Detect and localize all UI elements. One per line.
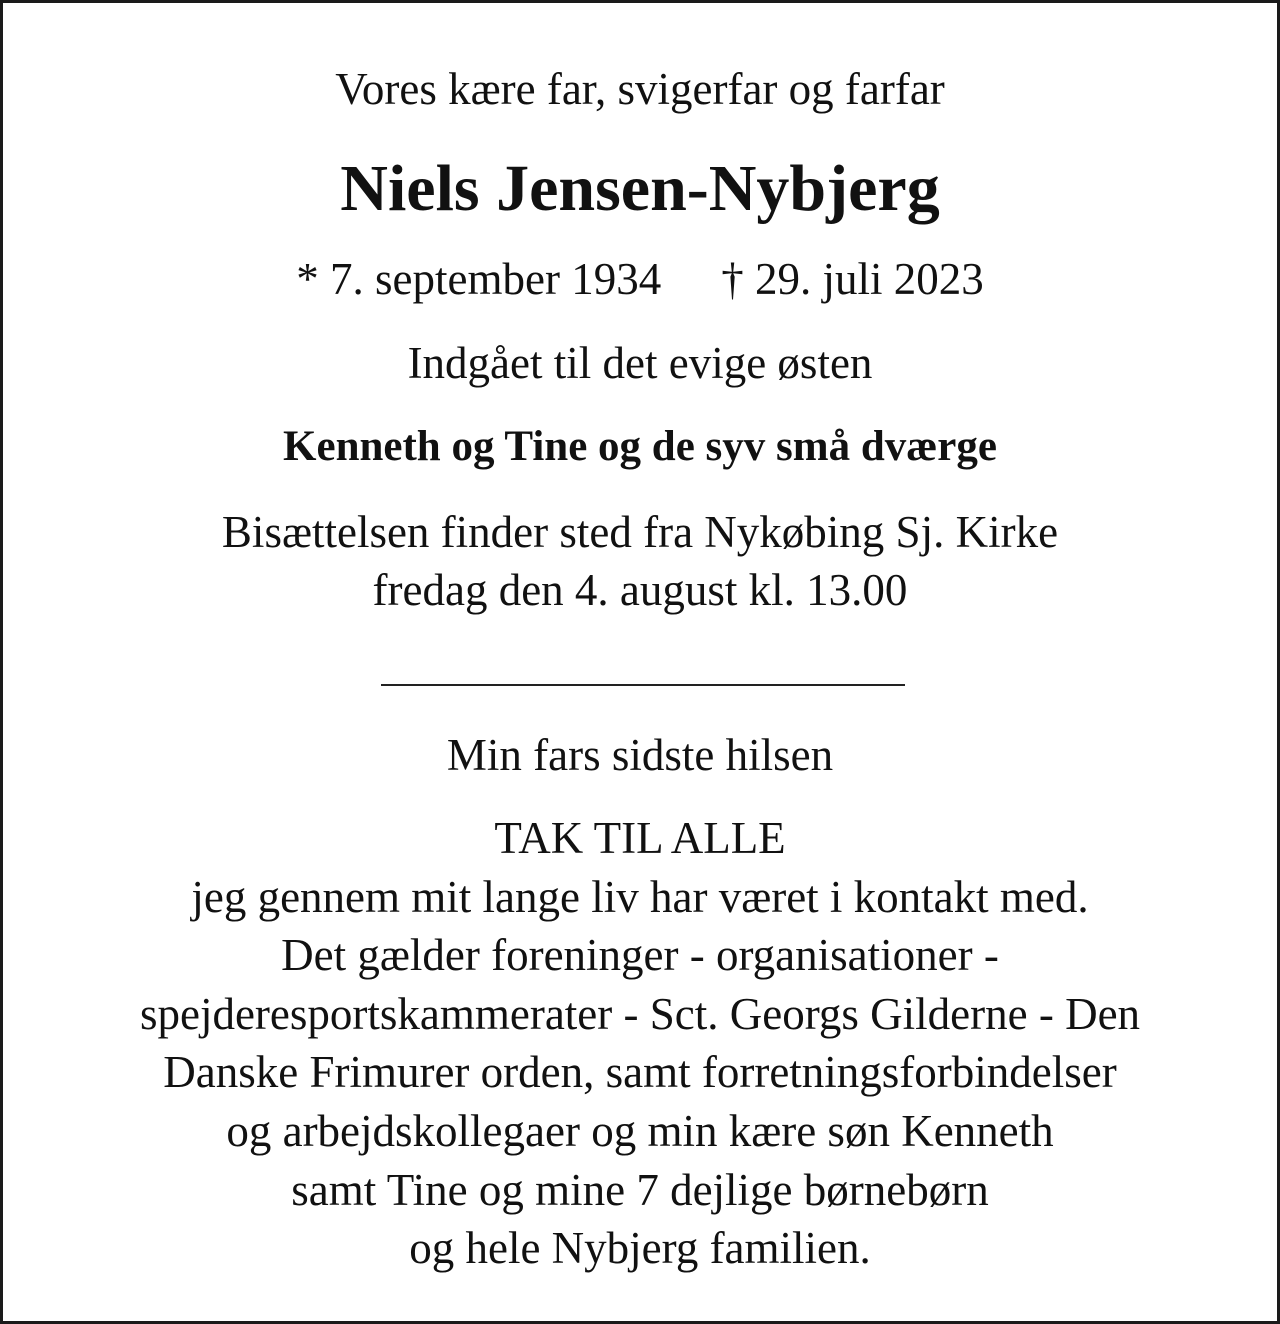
thanks-line: spejderesportskammerater - Sct. Georgs Gilderne - Den xyxy=(139,988,1141,1039)
passed-text: Indgået til det evige østen xyxy=(407,338,873,388)
thanks-line: samt Tine og mine 7 dejlige børnebørn xyxy=(291,1164,989,1215)
family-names: Kenneth og Tine og de syv små dværge xyxy=(283,423,997,470)
thanks-title: TAK TIL ALLE xyxy=(494,813,786,863)
intro-text: Vores kære far, svigerfar og farfar xyxy=(335,64,945,114)
funeral-info xyxy=(3,503,1277,619)
thanks-line: Det gælder foreninger - organisationer - xyxy=(281,930,999,981)
last-greeting: Min fars sidste hilsen xyxy=(446,730,834,780)
thanks-line: og arbejdskollegaer og min kære søn Kenneth xyxy=(226,1105,1054,1156)
thanks-line: Danske Frimurer orden, samt forretningsforbindelser xyxy=(163,1047,1117,1098)
funeral-line-2: fredag den 4. august kl. 13.00 xyxy=(372,565,908,615)
divider-line xyxy=(381,684,905,686)
life-dates xyxy=(3,249,1277,309)
thanks-line: og hele Nybjerg familien. xyxy=(409,1223,871,1274)
death-date: † 29. juli 2023 xyxy=(721,254,984,304)
deceased-name: Niels Jensen-Nybjerg xyxy=(340,152,940,225)
thanks-line: jeg gennem mit lange liv har været i kontakt med. xyxy=(191,871,1089,922)
birth-date: * 7. september 1934 xyxy=(296,254,662,304)
thanks-block xyxy=(3,809,1277,1278)
funeral-line-1: Bisættelsen finder sted fra Nykøbing Sj. Kirke xyxy=(221,507,1059,557)
